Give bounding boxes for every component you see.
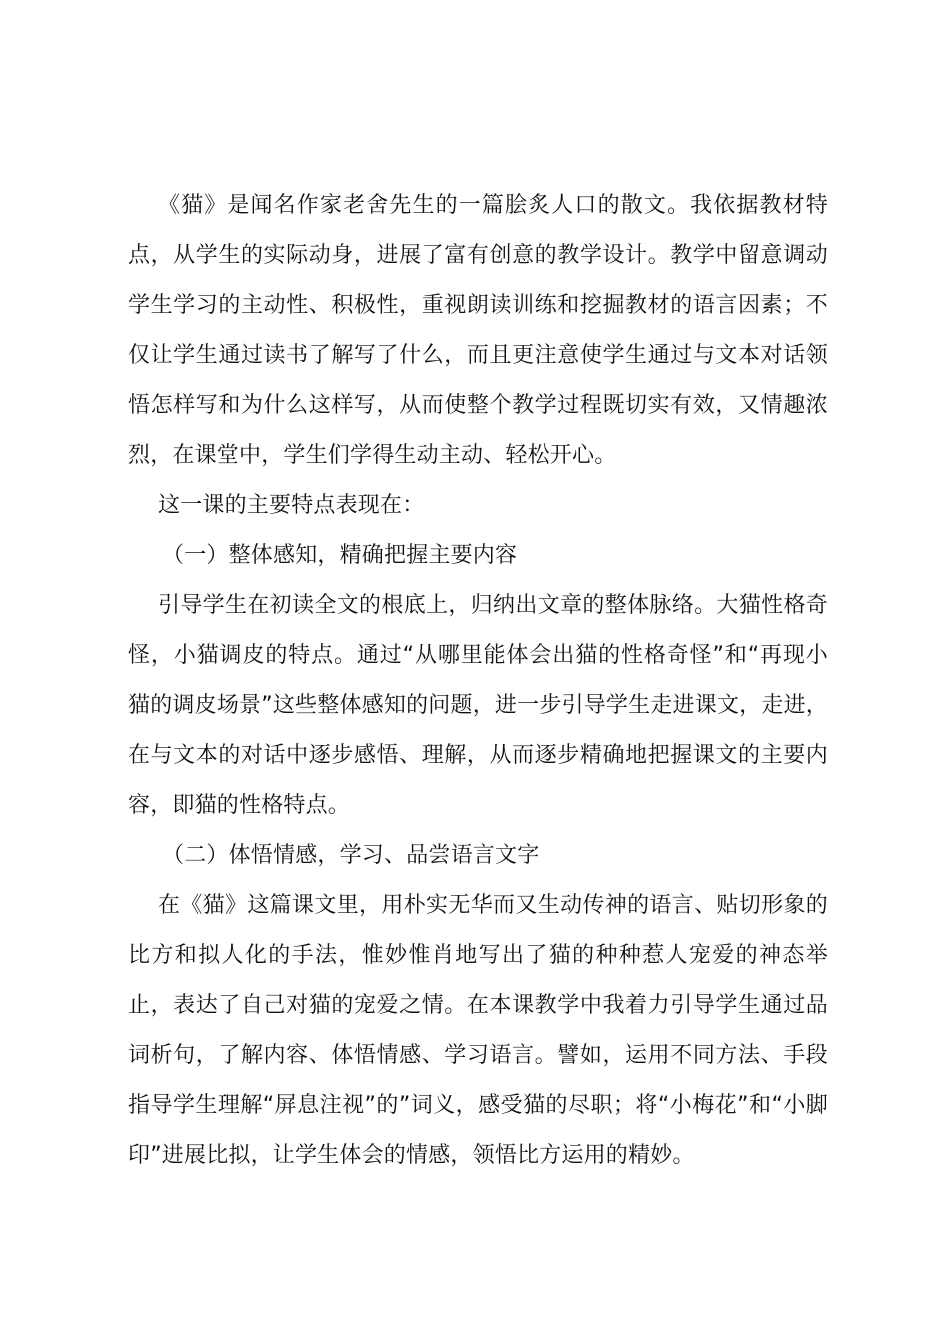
section-one-paragraph: 引导学生在初读全文的根底上，归纳出文章的整体脉络。大猫性格奇怪，小猫调皮的特点。通过“从哪里能体会出猫的性格奇怪”和“再现小猫的调皮场景”这些整体感知的问题，进一步引导学生走进课文，走进，在与文本的对话中逐步感悟、理解，从而逐步精确地把握课文的主要内容，即猫的性格特点。: [128, 593, 828, 818]
section-heading-one: （一）整体感知，精确把握主要内容: [162, 543, 518, 568]
intro-paragraph: 《猫》是闻名作家老舍先生的一篇脍炙人口的散文。我依据教材特点，从学生的实际动身，进展了富有创意的教学设计。教学中留意调动学生学习的主动性、积极性，重视朗读训练和挖掘教材的语言因素；不仅让学生通过读书了解写了什么，而且更注意使学生通过与文本对话领悟怎样写和为什么这样写，从而使整个教学过程既切实有效，又情趣浓烈，在课堂中，学生们学得生动主动、轻松开心。: [128, 193, 828, 468]
features-lead-paragraph: 这一课的主要特点表现在：: [158, 493, 425, 518]
document-body: [128, 181, 828, 1181]
section-heading-two: （二）体悟情感，学习、品尝语言文字: [162, 843, 540, 868]
section-two-paragraph: 在《猫》这篇课文里，用朴实无华而又生动传神的语言、贴切形象的比方和拟人化的手法，惟妙惟肖地写出了猫的种种惹人宠爱的神态举止，表达了自己对猫的宠爱之情。在本课教学中我着力引导学生通过品词析句，了解内容、体悟情感、学习语言。譬如，运用不同方法、手段指导学生理解“屏息注视”的”词义，感受猫的尽职；将“小梅花”和“小脚印”进展比拟，让学生体会的情感，领悟比方运用的精妙。: [128, 893, 828, 1168]
